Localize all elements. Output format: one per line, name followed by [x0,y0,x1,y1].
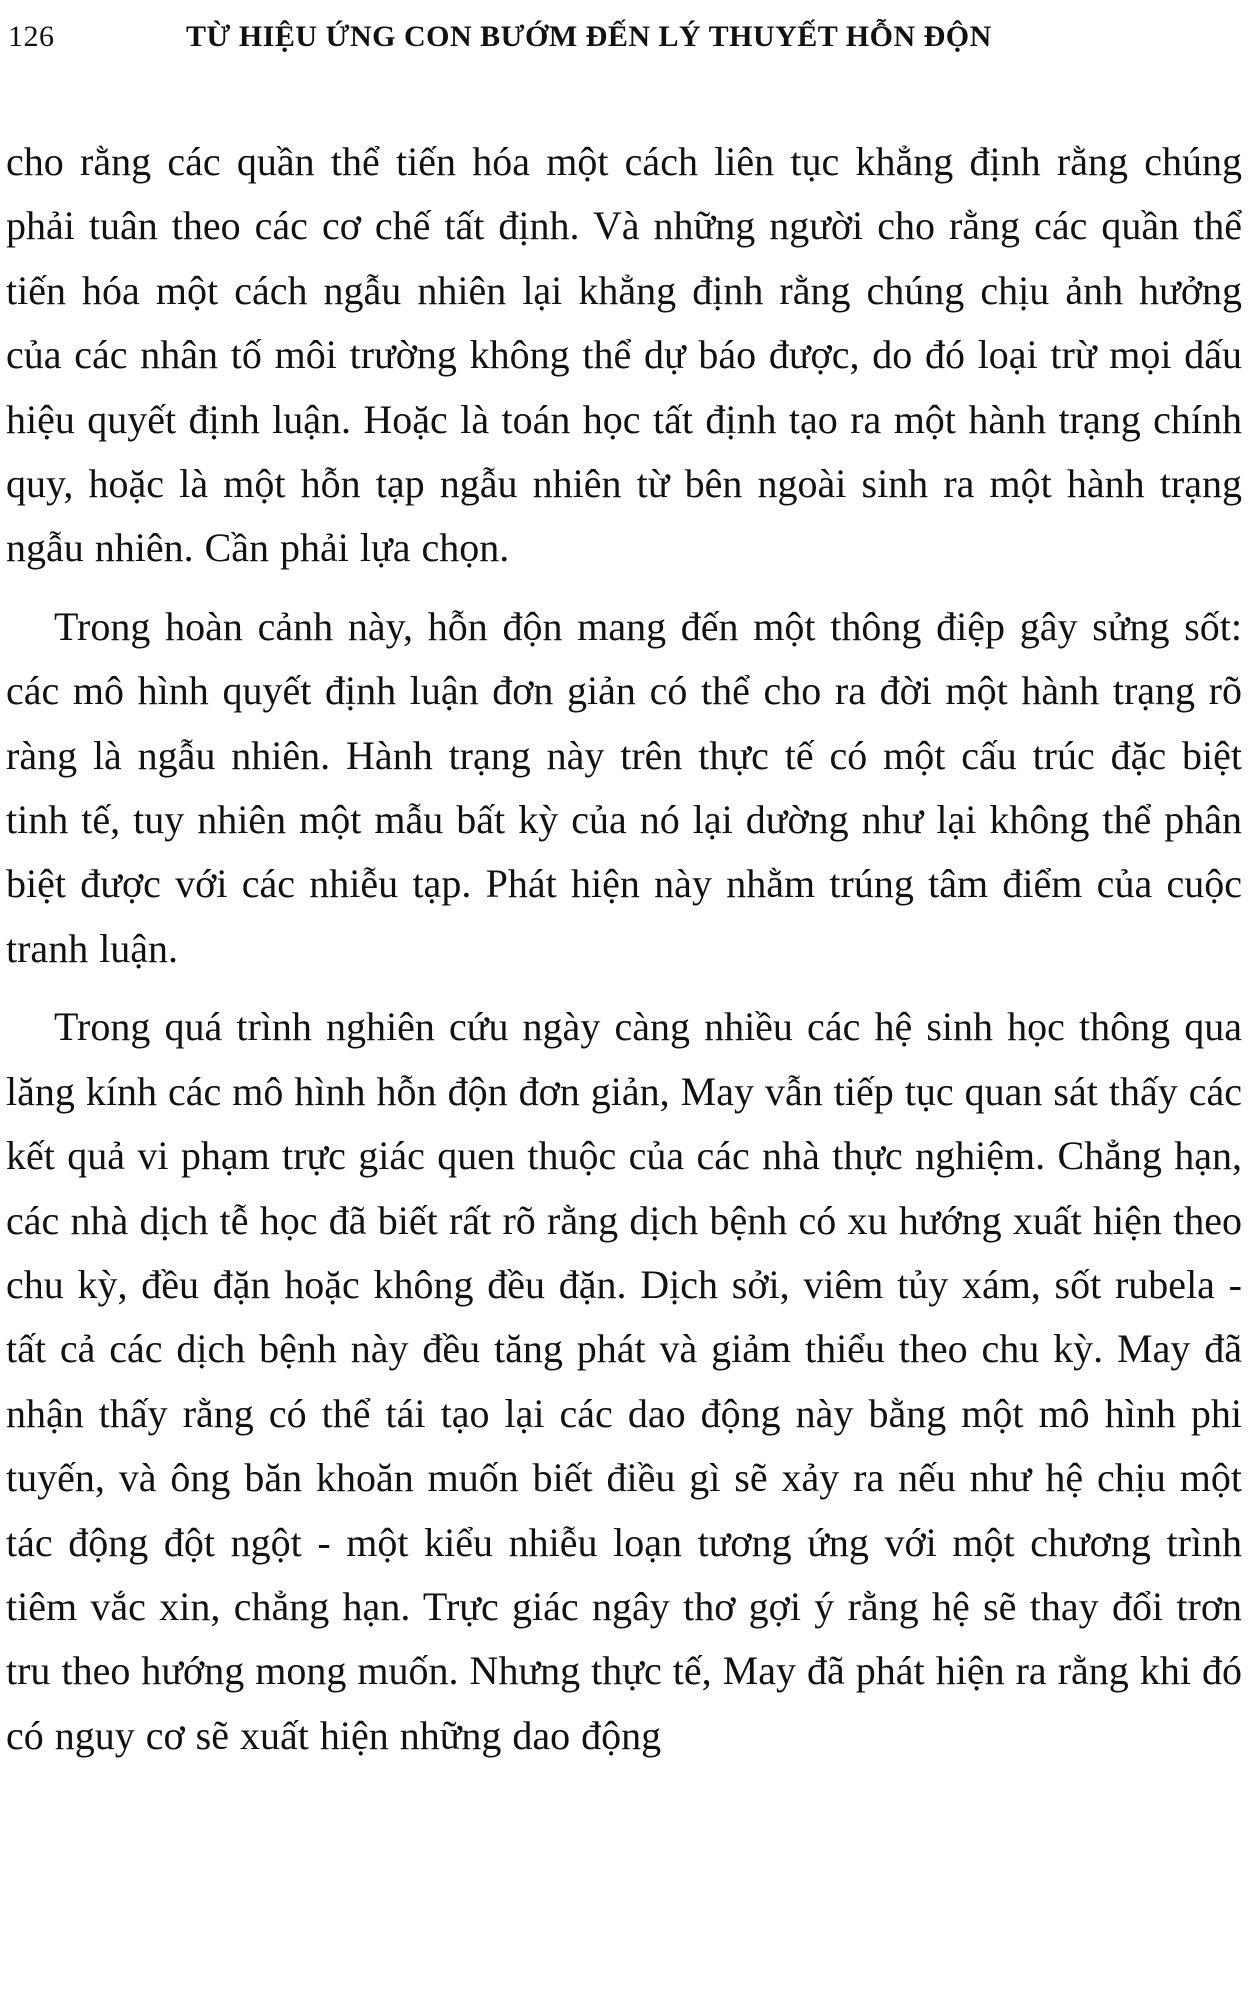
page-number: 126 [8,20,55,53]
paragraph: Trong hoàn cảnh này, hỗn độn mang đến một thông điệp gây sửng sốt: các mô hình quyết định luận đơn giản có thể cho ra đời một hành trạng rõ ràng là ngẫu nhiên. Hành trạng này trên thực tế có một cấu trúc đặc biệt tinh tế, tuy nhiên một mẫu bất kỳ của nó lại dường như lại không thể phân biệt được với các nhiễu tạp. Phát hiện này nhằm trúng tâm điểm của cuộc tranh luận. [6,603,1242,971]
running-header [6,14,1242,74]
chapter-header-title: TỪ HIỆU ỨNG CON BƯỚM ĐẾN LÝ THUYẾT HỖN ĐỘN [186,20,992,53]
paragraph: Trong quá trình nghiên cứu ngày càng nhiều các hệ sinh học thông qua lăng kính các mô hình hỗn độn đơn giản, May vẫn tiếp tục quan sát thấy các kết quả vi phạm trực giác quen thuộc của các nhà thực nghiệm. Chẳng hạn, các nhà dịch tễ học đã biết rất rõ rằng dịch bệnh có xu hướng xuất hiện theo chu kỳ, đều đặn hoặc không đều đặn. Dịch sởi, viêm tủy xám, sốt rubela - tất cả các dịch bệnh này đều tăng phát và giảm thiểu theo chu kỳ. May đã nhận thấy rằng có thể tái tạo lại các dao động này bằng một mô hình phi tuyến, và ông băn khoăn muốn biết điều gì sẽ xảy ra nếu như hệ chịu một tác động đột ngột - một kiểu nhiễu loạn tương ứng với một chương trình tiêm vắc xin, chẳng hạn. Trực giác ngây thơ gợi ý rằng hệ sẽ thay đổi trơn tru theo hướng mong muốn. Nhưng thực tế, May đã phát hiện ra rằng khi đó có nguy cơ sẽ xuất hiện những dao động [6,1004,1242,1758]
paragraph-continued: cho rằng các quần thể tiến hóa một cách liên tục khẳng định rằng chúng phải tuân theo các cơ chế tất định. Và những người cho rằng các quần thể tiến hóa một cách ngẫu nhiên lại khẳng định rằng chúng chịu ảnh hưởng của các nhân tố môi trường không thể dự báo được, do đó loại trừ mọi dấu hiệu quyết định luận. Hoặc là toán học tất định tạo ra một hành trạng chính quy, hoặc là một hỗn tạp ngẫu nhiên từ bên ngoài sinh ra một hành trạng ngẫu nhiên. Cần phải lựa chọn. [6,139,1242,571]
body-text [6,130,1242,1782]
